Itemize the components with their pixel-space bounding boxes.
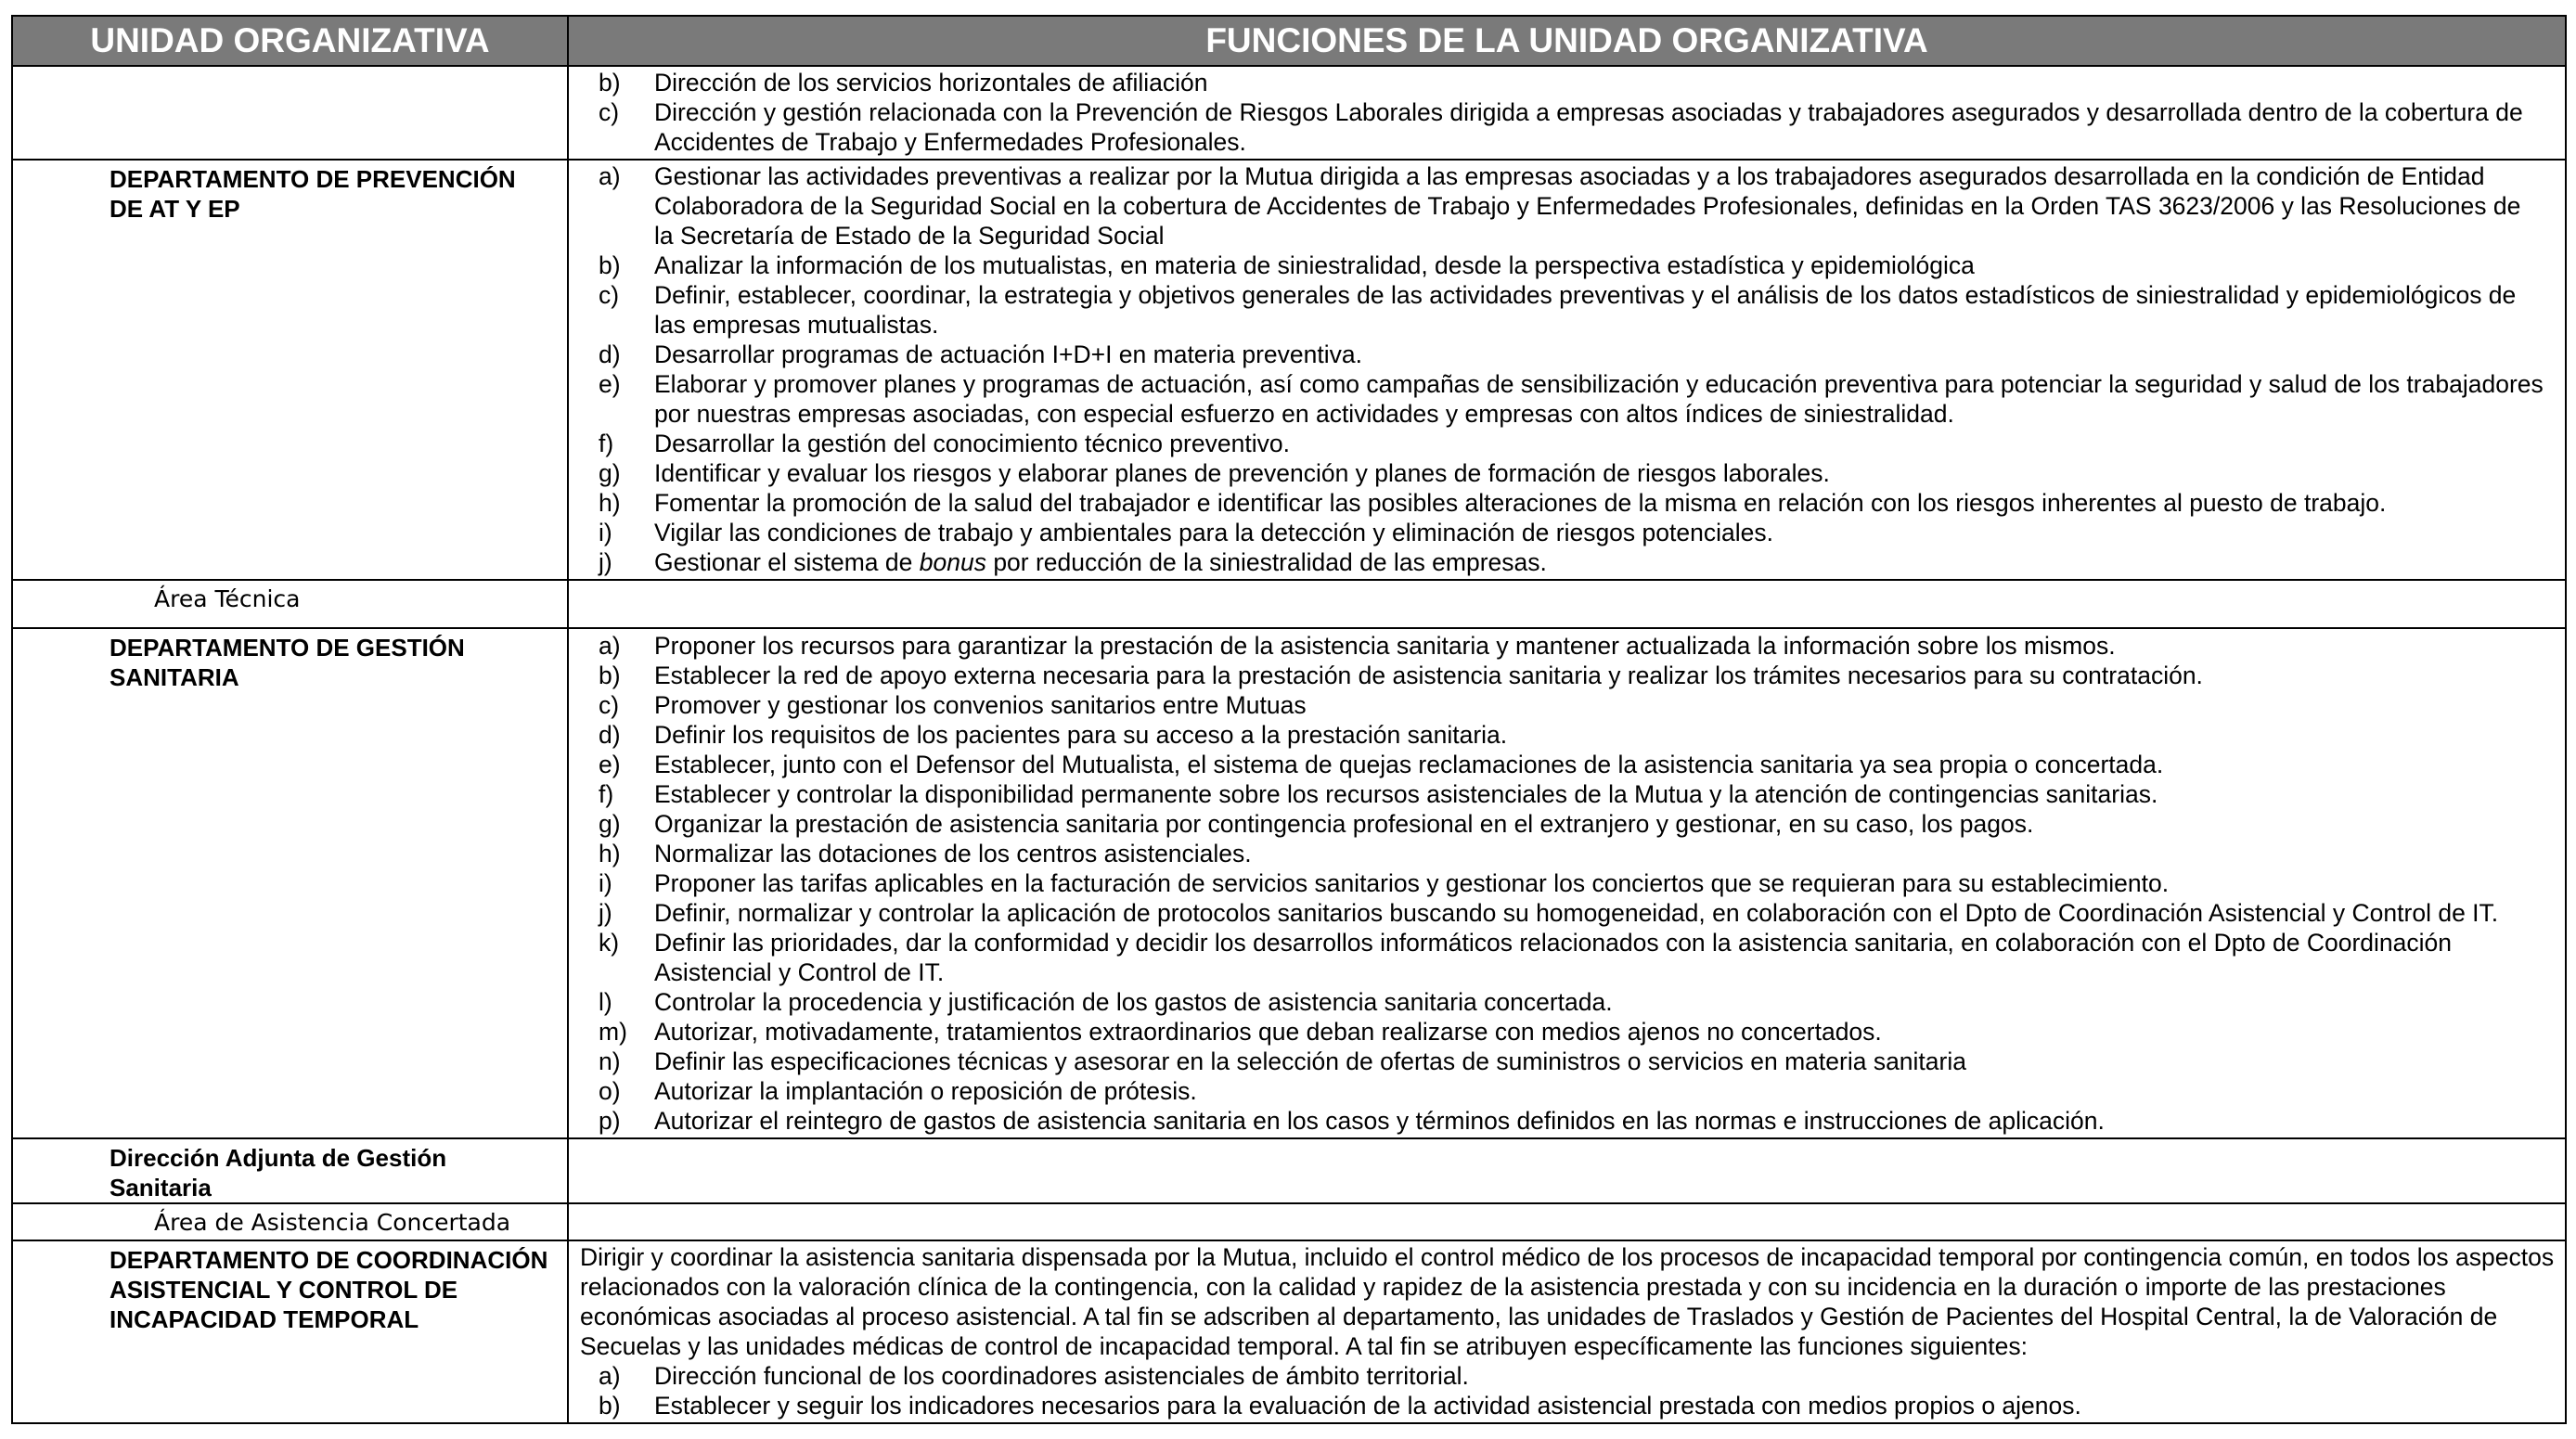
functions-cell (568, 580, 2566, 628)
unit-cell (12, 1203, 568, 1240)
table-header-row (12, 16, 2566, 66)
functions-cell (568, 1138, 2566, 1203)
header-funciones: FUNCIONES DE LA UNIDAD ORGANIZATIVA (568, 16, 2566, 66)
list-item: a) Dirección funcional de los coordinadores asistenciales de ámbito territorial. (599, 1362, 1469, 1390)
document-page (11, 15, 2565, 1424)
list-item: g) Organizar la prestación de asistencia sanitaria por contingencia profesional en el extranjero y gestionar, en su caso, los pagos. (599, 810, 2034, 838)
unit-name: DEPARTAMENTO DE COORDINACIÓN ASISTENCIAL Y CONTROL DE INCAPACIDAD TEMPORAL (109, 1246, 548, 1333)
unit-name: DEPARTAMENTO DE PREVENCIÓN DE AT Y EP (109, 165, 516, 223)
function-list (569, 67, 2565, 159)
list-item: a) Gestionar las actividades preventivas a realizar por la Mutua dirigida a las empresas asociadas y a los trabajadores asegurados desarrollada en la condición de Entidad Colaboradora de la Seguridad Social en la cobertura de Accidentes de Trabajo y Enfermedades Profesionales, definidas en la Orden TAS 3623/2006 y las Resoluciones de la Secretaría de Estado de la Seguridad Social (599, 162, 2521, 250)
list-item: e) Elaborar y promover planes y programas de actuación, así como campañas de sensibilización y educación preventiva para potenciar la seguridad y salud de los trabajadores por nuestras empresas asociadas, con especial esfuerzo en actividades y empresas con altos índices de siniestralidad. (599, 370, 2544, 428)
table-row (12, 628, 2566, 1138)
table-row (12, 1240, 2566, 1423)
list-item: f) Establecer y controlar la disponibilidad permanente sobre los recursos asistenciales de la Mutua y la atención de contingencias sanitarias. (599, 780, 2158, 808)
list-item: h) Normalizar las dotaciones de los centros asistenciales. (599, 840, 1252, 867)
list-item: c) Dirección y gestión relacionada con la Prevención de Riesgos Laborales dirigida a empresas asociadas y trabajadores asegurados y desarrollada dentro de la cobertura de Accidentes de Trabajo y Enfermedades Profesionales. (599, 98, 2523, 156)
functions-cell (568, 1240, 2566, 1423)
table-row (12, 160, 2566, 580)
list-item: j) Gestionar el sistema de bonus por reducción de la siniestralidad de las empresas. (599, 548, 1547, 576)
list-item: a) Proponer los recursos para garantizar la prestación de la asistencia sanitaria y mantener actualizada la información sobre los mismos. (599, 632, 2116, 660)
list-item: p) Autorizar el reintegro de gastos de asistencia sanitaria en los casos y términos definidos en las normas e instrucciones de aplicación. (599, 1107, 2105, 1135)
table-row (12, 580, 2566, 628)
function-list (569, 629, 2565, 1137)
list-item: g) Identificar y evaluar los riesgos y elaborar planes de prevención y planes de formación de riesgos laborales. (599, 459, 1830, 487)
list-item: c) Definir, establecer, coordinar, la estrategia y objetivos generales de las actividades preventivas y el análisis de los datos estadísticos de siniestralidad y epidemiológicos de las empresas mutualistas. (599, 281, 2517, 339)
list-item: o) Autorizar la implantación o reposición de prótesis. (599, 1077, 1197, 1105)
unit-cell (12, 628, 568, 1138)
functions-cell (568, 1203, 2566, 1240)
functions-cell (568, 160, 2566, 580)
unit-cell (12, 160, 568, 580)
list-item: i) Vigilar las condiciones de trabajo y ambientales para la detección y eliminación de riesgos potenciales. (599, 519, 1773, 546)
list-item: b) Establecer y seguir los indicadores necesarios para la evaluación de la actividad asistencial prestada con medios propios o ajenos. (599, 1392, 2081, 1420)
list-item: m) Autorizar, motivadamente, tratamientos extraordinarios que deban realizarse con medios ajenos no concertados. (599, 1018, 1882, 1046)
list-item: c) Promover y gestionar los convenios sanitarios entre Mutuas (599, 691, 1307, 719)
table-row (12, 1203, 2566, 1240)
area-name: Área de Asistencia Concertada (154, 1209, 511, 1236)
functions-cell (568, 628, 2566, 1138)
unit-cell (12, 1138, 568, 1203)
functions-table (11, 15, 2567, 1424)
list-item: i) Proponer las tarifas aplicables en la facturación de servicios sanitarios y gestionar los conciertos que se requieran para su establecimiento. (599, 869, 2170, 897)
functions-cell (568, 66, 2566, 160)
list-item: e) Establecer, junto con el Defensor del Mutualista, el sistema de quejas reclamaciones de la asistencia sanitaria ya sea propia o concertada. (599, 751, 2164, 778)
list-item: d) Desarrollar programas de actuación I+D+I en materia preventiva. (599, 340, 1362, 368)
list-item: n) Definir las especificaciones técnicas y asesorar en la selección de ofertas de suministros o servicios en materia sanitaria (599, 1047, 1966, 1075)
list-item: j) Definir, normalizar y controlar la aplicación de protocolos sanitarios buscando su homogeneidad, en colaboración con el Dpto de Coordinación Asistencial y Control de IT. (599, 899, 2499, 927)
function-list (569, 161, 2565, 579)
list-item: h) Fomentar la promoción de la salud del trabajador e identificar las posibles alteraciones de la misma en relación con los riesgos inherentes al puesto de trabajo. (599, 489, 2387, 517)
list-item: l) Controlar la procedencia y justificación de los gastos de asistencia sanitaria concertada. (599, 988, 1613, 1016)
function-list (569, 1361, 2565, 1422)
unit-name: Dirección Adjunta de Gestión Sanitaria (109, 1144, 447, 1201)
unit-name: DEPARTAMENTO DE GESTIÓN SANITARIA (109, 634, 465, 691)
list-item: d) Definir los requisitos de los pacientes para su acceso a la prestación sanitaria. (599, 721, 1508, 749)
list-item: k) Definir las prioridades, dar la conformidad y decidir los desarrollos informáticos relacionados con la asistencia sanitaria, en colaboración con el Dpto de Coordinación Asistencial y Control de IT. (599, 929, 2452, 986)
table-row (12, 1138, 2566, 1203)
intro-paragraph: Dirigir y coordinar la asistencia sanitaria dispensada por la Mutua, incluido el control médico de los procesos de incapacidad temporal por contingencia común, en todos los aspectos relacionados con la valoración clínica de la contingencia, con la calidad y rapidez de la asistencia prestada y con su incidencia en la duración o importe de las prestaciones económicas asociadas al proceso asistencial. A tal fin se adscriben al departamento, las unidades de Traslados y Gestión de Pacientes del Hospital Central, la de Valoración de Secuelas y las unidades médicas de control de incapacidad temporal. A tal fin se atribuyen específicamente las funciones siguientes: (580, 1243, 2555, 1360)
list-item: b) Dirección de los servicios horizontales de afiliación (599, 69, 1208, 96)
list-item: b) Analizar la información de los mutualistas, en materia de siniestralidad, desde la perspectiva estadística y epidemiológica (599, 251, 1975, 279)
area-name: Área Técnica (154, 585, 301, 612)
unit-cell (12, 1240, 568, 1423)
list-item: b) Establecer la red de apoyo externa necesaria para la prestación de asistencia sanitaria y realizar los trámites necesarios para su contratación. (599, 662, 2203, 689)
header-unidad-organizativa: UNIDAD ORGANIZATIVA (12, 16, 568, 66)
unit-cell (12, 580, 568, 628)
table-row (12, 66, 2566, 160)
list-item: f) Desarrollar la gestión del conocimiento técnico preventivo. (599, 430, 1290, 457)
unit-cell (12, 66, 568, 160)
emphasis-bonus: bonus (919, 548, 986, 576)
